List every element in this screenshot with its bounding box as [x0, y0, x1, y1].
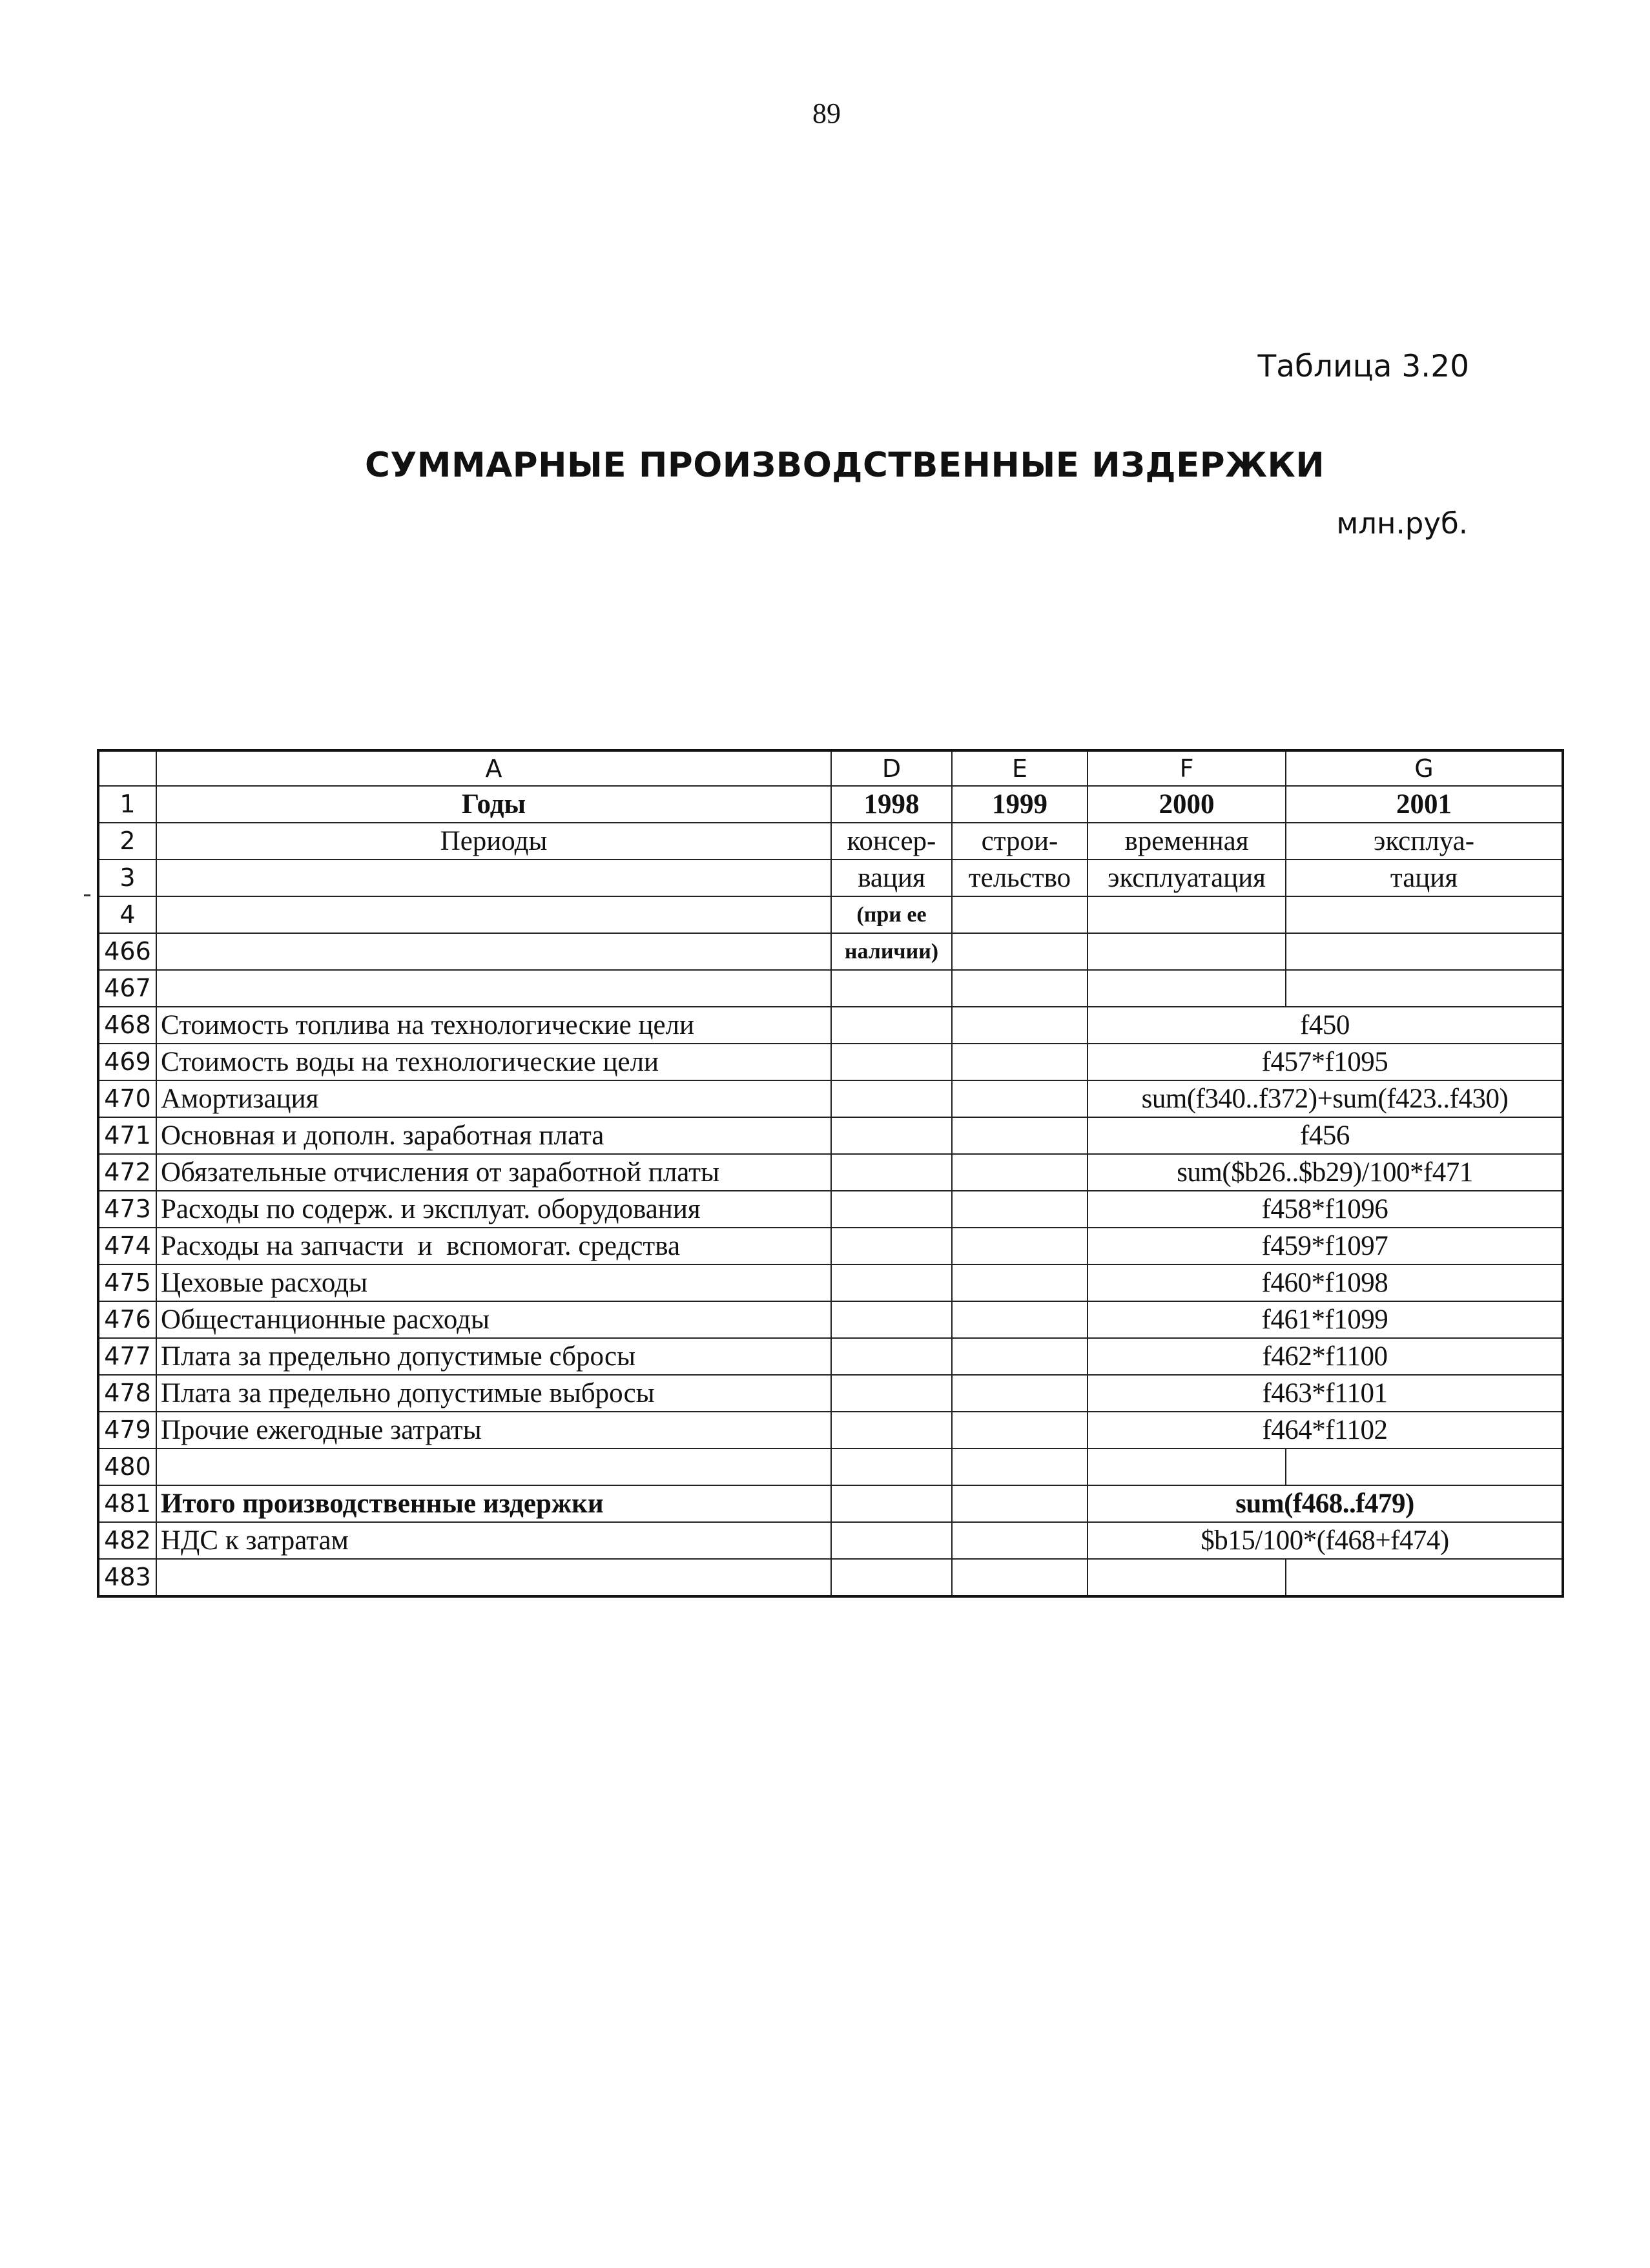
formula-cell: f464*f1102	[1088, 1412, 1563, 1448]
empty-cell	[952, 1375, 1088, 1412]
table-row	[98, 1264, 1563, 1301]
row-label: Обязательные отчисления от заработной платы	[156, 1154, 831, 1191]
table-row	[98, 1007, 1563, 1044]
table-row	[98, 1412, 1563, 1448]
row-number: 477	[98, 1338, 156, 1375]
column-letter-e: E	[952, 750, 1088, 786]
table-row	[98, 786, 1563, 823]
row-number: 478	[98, 1375, 156, 1412]
period-cell: тельство	[952, 860, 1088, 896]
formula-cell: f463*f1101	[1088, 1375, 1563, 1412]
empty-cell	[831, 1080, 952, 1117]
empty-cell	[952, 1191, 1088, 1228]
units-label: млн.руб.	[1336, 506, 1468, 541]
empty-cell	[1286, 896, 1563, 933]
formula-cell: f461*f1099	[1088, 1301, 1563, 1338]
empty-cell	[952, 1264, 1088, 1301]
empty-cell	[156, 1559, 831, 1596]
column-letter-a: A	[156, 750, 831, 786]
year-cell: 2000	[1088, 786, 1286, 823]
row-label: Амортизация	[156, 1080, 831, 1117]
empty-cell	[952, 1154, 1088, 1191]
table-row	[98, 1044, 1563, 1080]
empty-cell	[952, 970, 1088, 1007]
column-letter-f: F	[1088, 750, 1286, 786]
formula-cell: sum(f340..f372)+sum(f423..f430)	[1088, 1080, 1563, 1117]
empty-cell	[156, 933, 831, 970]
empty-cell	[1088, 1559, 1286, 1596]
empty-cell	[952, 896, 1088, 933]
costs-table	[97, 749, 1564, 1598]
year-cell: 1998	[831, 786, 952, 823]
column-letters-row	[98, 750, 1563, 786]
empty-cell	[156, 896, 831, 933]
empty-cell	[1088, 970, 1286, 1007]
document-title: СУММАРНЫЕ ПРОИЗВОДСТВЕННЫЕ ИЗДЕРЖКИ	[365, 446, 1325, 485]
row-number: 482	[98, 1522, 156, 1559]
empty-cell	[1088, 896, 1286, 933]
formula-cell: f458*f1096	[1088, 1191, 1563, 1228]
empty-cell	[1286, 1559, 1563, 1596]
period-cell: эксплуа-	[1286, 823, 1563, 860]
empty-cell	[1286, 1448, 1563, 1485]
row-number: 474	[98, 1228, 156, 1264]
formula-cell: f459*f1097	[1088, 1228, 1563, 1264]
empty-cell	[1286, 970, 1563, 1007]
empty-cell	[952, 1301, 1088, 1338]
empty-cell	[831, 1007, 952, 1044]
empty-cell	[831, 1117, 952, 1154]
empty-cell	[831, 1522, 952, 1559]
table-label: Таблица 3.20	[1257, 349, 1469, 384]
empty-cell	[831, 1412, 952, 1448]
empty-cell	[952, 933, 1088, 970]
row-label: Стоимость топлива на технологические цели	[156, 1007, 831, 1044]
empty-cell	[831, 1264, 952, 1301]
row-label: Общестанционные расходы	[156, 1301, 831, 1338]
period-cell: консер-	[831, 823, 952, 860]
empty-cell	[831, 1044, 952, 1080]
total-label: Итого производственные издержки	[156, 1485, 831, 1522]
table-row	[98, 970, 1563, 1007]
row-number: 475	[98, 1264, 156, 1301]
empty-cell	[831, 1448, 952, 1485]
row-number: 480	[98, 1448, 156, 1485]
formula-cell: sum($b26..$b29)/100*f471	[1088, 1154, 1563, 1191]
row-number: 471	[98, 1117, 156, 1154]
table-row	[98, 823, 1563, 860]
empty-cell	[831, 1154, 952, 1191]
row-number: 467	[98, 970, 156, 1007]
table-row	[98, 1448, 1563, 1485]
empty-cell	[952, 1412, 1088, 1448]
table-row	[98, 896, 1563, 933]
total-formula: sum(f468..f479)	[1088, 1485, 1563, 1522]
row-number: 3	[98, 860, 156, 896]
years-header: Годы	[156, 786, 831, 823]
period-cell: временная	[1088, 823, 1286, 860]
table-row	[98, 1117, 1563, 1154]
row-number: 470	[98, 1080, 156, 1117]
vat-label: НДС к затратам	[156, 1522, 831, 1559]
empty-cell	[831, 1559, 952, 1596]
empty-cell	[156, 860, 831, 896]
row-label: Прочие ежегодные затраты	[156, 1412, 831, 1448]
corner-cell	[98, 750, 156, 786]
note-cell: (при ее	[831, 896, 952, 933]
vat-row	[98, 1522, 1563, 1559]
row-number: 2	[98, 823, 156, 860]
table-row	[98, 1301, 1563, 1338]
note-cell: наличии)	[831, 933, 952, 970]
total-row	[98, 1485, 1563, 1522]
empty-cell	[156, 1448, 831, 1485]
empty-cell	[952, 1117, 1088, 1154]
column-letter-g: G	[1286, 750, 1563, 786]
row-label: Расходы по содерж. и эксплуат. оборудования	[156, 1191, 831, 1228]
row-label: Цеховые расходы	[156, 1264, 831, 1301]
empty-cell	[831, 970, 952, 1007]
table-row	[98, 1559, 1563, 1596]
row-number: 469	[98, 1044, 156, 1080]
periods-header: Периоды	[156, 823, 831, 860]
empty-cell	[952, 1485, 1088, 1522]
table-row	[98, 933, 1563, 970]
empty-cell	[1286, 933, 1563, 970]
empty-cell	[952, 1007, 1088, 1044]
row-label: Плата за предельно допустимые выбросы	[156, 1375, 831, 1412]
row-number: 472	[98, 1154, 156, 1191]
row-label: Основная и дополн. заработная плата	[156, 1117, 831, 1154]
row-number: 479	[98, 1412, 156, 1448]
empty-cell	[831, 1191, 952, 1228]
empty-cell	[952, 1522, 1088, 1559]
table-row	[98, 860, 1563, 896]
row-number: 476	[98, 1301, 156, 1338]
year-cell: 2001	[1286, 786, 1563, 823]
period-cell: строи-	[952, 823, 1088, 860]
row-number: 468	[98, 1007, 156, 1044]
period-cell: тация	[1286, 860, 1563, 896]
formula-cell: f462*f1100	[1088, 1338, 1563, 1375]
empty-cell	[831, 1338, 952, 1375]
table-row	[98, 1154, 1563, 1191]
row-number: 483	[98, 1559, 156, 1596]
table-row	[98, 1338, 1563, 1375]
empty-cell	[952, 1228, 1088, 1264]
row-number: 4	[98, 896, 156, 933]
row-number: 1	[98, 786, 156, 823]
empty-cell	[831, 1375, 952, 1412]
empty-cell	[831, 1228, 952, 1264]
vat-formula: $b15/100*(f468+f474)	[1088, 1522, 1563, 1559]
empty-cell	[952, 1338, 1088, 1375]
empty-cell	[831, 1485, 952, 1522]
table-row	[98, 1080, 1563, 1117]
period-cell: вация	[831, 860, 952, 896]
empty-cell	[952, 1044, 1088, 1080]
formula-cell: f456	[1088, 1117, 1563, 1154]
empty-cell	[156, 970, 831, 1007]
empty-cell	[952, 1448, 1088, 1485]
empty-cell	[1088, 1448, 1286, 1485]
year-cell: 1999	[952, 786, 1088, 823]
period-cell: эксплуатация	[1088, 860, 1286, 896]
row-number: 481	[98, 1485, 156, 1522]
empty-cell	[952, 1080, 1088, 1117]
empty-cell	[831, 1301, 952, 1338]
row-number: 466	[98, 933, 156, 970]
empty-cell	[1088, 933, 1286, 970]
margin-mark	[84, 894, 90, 896]
row-label: Стоимость воды на технологические цели	[156, 1044, 831, 1080]
table-row	[98, 1191, 1563, 1228]
empty-cell	[952, 1559, 1088, 1596]
page-number: 89	[812, 98, 841, 129]
formula-cell: f457*f1095	[1088, 1044, 1563, 1080]
row-label: Расходы на запчасти и вспомогат. средства	[156, 1228, 831, 1264]
row-number: 473	[98, 1191, 156, 1228]
row-label: Плата за предельно допустимые сбросы	[156, 1338, 831, 1375]
formula-cell: f450	[1088, 1007, 1563, 1044]
table-row	[98, 1375, 1563, 1412]
column-letter-d: D	[831, 750, 952, 786]
table-row	[98, 1228, 1563, 1264]
formula-cell: f460*f1098	[1088, 1264, 1563, 1301]
